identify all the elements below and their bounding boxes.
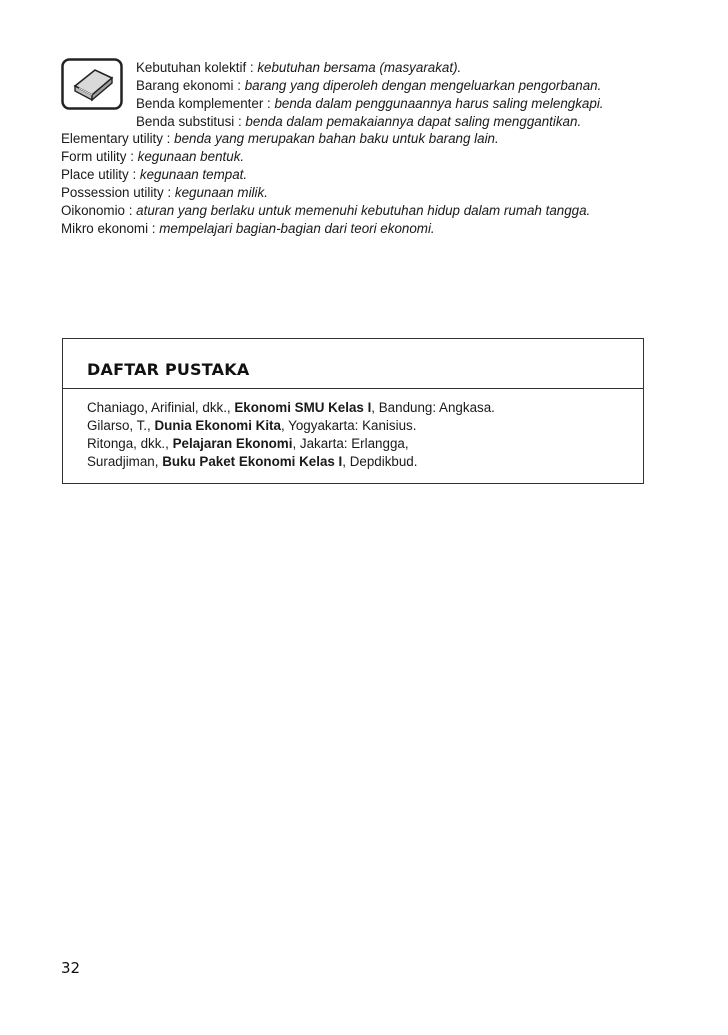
reference-item <box>87 399 495 417</box>
reference-item <box>87 417 495 435</box>
reference-item <box>87 453 495 471</box>
reference-publisher: , Yogyakarta: Kanisius. <box>280 418 417 433</box>
glossary-entry <box>136 77 601 95</box>
glossary-term: Barang ekonomi : <box>136 78 245 93</box>
glossary-entry <box>61 130 499 148</box>
page-number: 32 <box>61 959 81 977</box>
glossary-term: Form utility : <box>61 149 138 164</box>
book-icon <box>61 58 123 110</box>
glossary-entry <box>61 184 268 202</box>
glossary-term: Benda substitusi : <box>136 114 246 129</box>
glossary-term: Elementary utility : <box>61 131 175 146</box>
glossary-term: Oikonomio : <box>61 203 137 218</box>
glossary-definition: kebutuhan bersama (masyarakat). <box>257 60 462 75</box>
bibliography-divider <box>63 388 643 389</box>
reference-publisher: , Jakarta: Erlangga, <box>292 436 409 451</box>
reference-publisher: , Depdikbud. <box>342 454 418 469</box>
glossary-entry <box>61 220 435 238</box>
glossary-term: Mikro ekonomi : <box>61 221 160 236</box>
glossary-entry <box>61 202 590 220</box>
reference-book-title: Buku Paket Ekonomi Kelas I <box>162 454 343 469</box>
glossary-term: Place utility : <box>61 167 140 182</box>
reference-publisher: , Bandung: Angkasa. <box>371 400 495 415</box>
reference-book-title: Ekonomi SMU Kelas I <box>234 400 372 415</box>
glossary-entry <box>61 166 247 184</box>
bibliography-title: DAFTAR PUSTAKA <box>87 360 250 379</box>
glossary-term: Kebutuhan kolektif : <box>136 60 258 75</box>
glossary-term: Benda komplementer : <box>136 96 275 111</box>
glossary-entry <box>136 95 604 113</box>
bibliography-box <box>62 338 644 484</box>
reference-book-title: Pelajaran Ekonomi <box>172 436 293 451</box>
glossary-definition: mempelajari bagian-bagian dari teori ekonomi. <box>159 221 435 236</box>
glossary-definition: kegunaan milik. <box>174 185 268 200</box>
reference-author: Suradjiman, <box>87 454 163 469</box>
glossary-entry <box>136 59 461 77</box>
glossary-term: Possession utility : <box>61 185 175 200</box>
glossary-definition: kegunaan bentuk. <box>137 149 245 164</box>
glossary-entry <box>61 148 244 166</box>
reference-author: Chaniago, Arifinial, dkk., <box>87 400 235 415</box>
glossary-definition: barang yang diperoleh dengan mengeluarkan pengorbanan. <box>244 78 602 93</box>
glossary-definition: kegunaan tempat. <box>139 167 248 182</box>
reference-list <box>87 399 495 471</box>
reference-book-title: Dunia Ekonomi Kita <box>154 418 281 433</box>
glossary-definition: benda yang merupakan bahan baku untuk barang lain. <box>174 131 499 146</box>
reference-item <box>87 435 495 453</box>
glossary-definition: benda dalam pemakaiannya dapat saling menggantikan. <box>245 114 582 129</box>
reference-author: Gilarso, T., <box>87 418 155 433</box>
reference-author: Ritonga, dkk., <box>87 436 173 451</box>
glossary-definition: aturan yang berlaku untuk memenuhi kebutuhan hidup dalam rumah tangga. <box>136 203 591 218</box>
glossary-entry <box>136 113 581 131</box>
glossary-definition: benda dalam penggunaannya harus saling melengkapi. <box>274 96 604 111</box>
